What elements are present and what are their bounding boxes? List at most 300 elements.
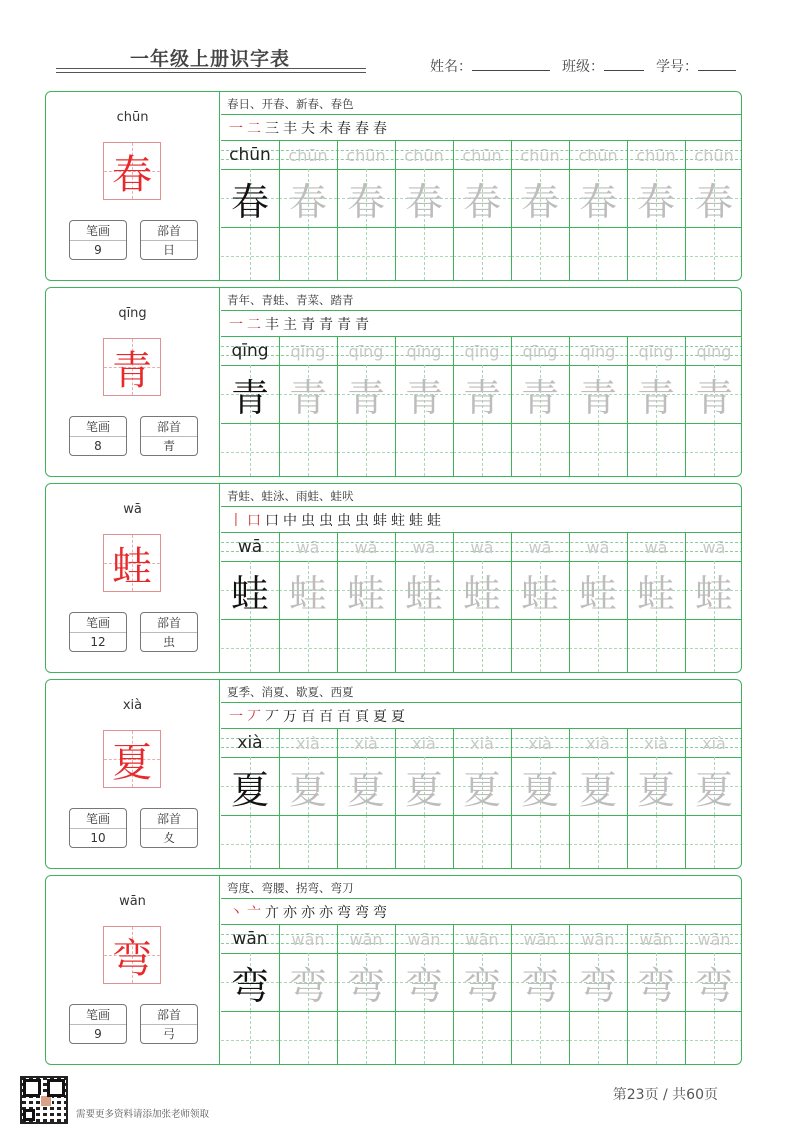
practice-cell[interactable] [453, 423, 511, 477]
stroke-step: 蚌 [373, 513, 387, 529]
practice-cell[interactable] [511, 815, 569, 869]
trace-character: 蛙 [462, 571, 501, 616]
card-character: 蛙 [112, 543, 152, 590]
radical-value: 夊 [162, 831, 175, 845]
character-practice-row [221, 423, 742, 477]
example-words: 弯度、弯腰、拐弯、弯刀 [227, 881, 354, 895]
row-divider [221, 1011, 742, 1012]
card-info-panel [46, 288, 220, 476]
pinyin-cell[interactable]: xià [470, 733, 494, 753]
pinyin-cell[interactable]: wā [528, 537, 552, 557]
radical-box [140, 416, 198, 456]
practice-cell[interactable] [221, 1011, 279, 1065]
practice-cell[interactable] [511, 757, 569, 815]
row-divider [221, 423, 742, 424]
stroke-step: 丰 [283, 121, 297, 137]
pinyin-cell[interactable]: xià [644, 733, 668, 753]
practice-cell[interactable] [395, 815, 453, 869]
practice-cell[interactable] [279, 953, 337, 1011]
card-pinyin: wā [123, 502, 142, 517]
practice-cell[interactable] [395, 365, 453, 423]
pinyin-cell[interactable]: wān [291, 929, 325, 949]
practice-cell[interactable] [569, 227, 627, 281]
practice-cell[interactable] [569, 757, 627, 815]
trace-character: 弯 [694, 963, 733, 1008]
trace-character: 春 [578, 179, 617, 224]
pinyin-cell[interactable]: wā [470, 537, 494, 557]
trace-character: 春 [346, 179, 385, 224]
pinyin-cell[interactable]: qīng [464, 341, 500, 361]
qr-code-icon [20, 1076, 68, 1124]
trace-character: 青 [288, 375, 327, 420]
practice-cell[interactable] [279, 227, 337, 281]
practice-cell[interactable] [685, 365, 742, 423]
card-info-panel [46, 484, 220, 672]
practice-cell[interactable] [453, 757, 511, 815]
trace-character: 春 [694, 179, 733, 224]
trace-character: 春 [404, 179, 443, 224]
card-character-box [103, 534, 161, 592]
class-blank[interactable] [604, 57, 644, 71]
practice-cell[interactable] [511, 227, 569, 281]
practice-cell[interactable] [337, 1011, 395, 1065]
practice-cell[interactable] [453, 953, 511, 1011]
trace-character: 蛙 [346, 571, 385, 616]
radical-box [140, 1004, 198, 1044]
practice-cell[interactable] [395, 227, 453, 281]
pinyin-cell[interactable]: xià [354, 733, 378, 753]
card-character-box [103, 730, 161, 788]
stroke-step: 丶 [229, 905, 243, 921]
stroke-step: 丰 [265, 317, 279, 333]
character-card [45, 483, 742, 673]
practice-cell[interactable] [511, 619, 569, 673]
practice-cell[interactable] [685, 1011, 742, 1065]
practice-cell[interactable] [685, 815, 742, 869]
practice-cell[interactable] [221, 423, 279, 477]
stroke-order [229, 902, 387, 922]
trace-character: 弯 [404, 963, 443, 1008]
practice-cell[interactable] [453, 1011, 511, 1065]
pinyin-cell[interactable]: qīng [522, 341, 558, 361]
practice-cell[interactable] [627, 365, 685, 423]
radical-label: 部首 [141, 417, 197, 437]
stroke-count-label: 笔画 [70, 417, 126, 437]
trace-character: 夏 [636, 767, 675, 812]
name-field[interactable] [430, 56, 550, 76]
character-practice-row [221, 169, 742, 227]
stroke-step: 丨 [229, 513, 243, 529]
stroke-step: 亠 [247, 905, 261, 921]
practice-cell[interactable] [395, 561, 453, 619]
practice-cell[interactable] [221, 169, 279, 227]
stroke-step: 丆 [247, 709, 261, 725]
practice-cell[interactable] [569, 169, 627, 227]
practice-cell[interactable] [569, 561, 627, 619]
practice-cell[interactable] [627, 169, 685, 227]
trace-character: 春 [636, 179, 675, 224]
stroke-count-label: 笔画 [70, 221, 126, 241]
pinyin-cell[interactable]: chūn [578, 145, 618, 165]
pinyin-cell[interactable]: qīng [290, 341, 326, 361]
title-underline [56, 68, 366, 69]
stroke-step: 口 [247, 513, 261, 529]
practice-cell[interactable] [279, 757, 337, 815]
practice-cell[interactable] [279, 423, 337, 477]
practice-cell[interactable] [685, 757, 742, 815]
pinyin-practice-row [221, 337, 742, 365]
example-words: 春日、开春、新春、春色 [227, 97, 354, 111]
practice-cell[interactable] [337, 561, 395, 619]
trace-character: 青 [694, 375, 733, 420]
practice-cell[interactable] [685, 561, 742, 619]
pinyin-cell[interactable]: wā [354, 537, 378, 557]
card-pinyin: chūn [116, 110, 149, 125]
character-practice-row [221, 365, 742, 423]
trace-character: 蛙 [230, 571, 269, 616]
practice-cell[interactable] [395, 169, 453, 227]
practice-panel [221, 680, 742, 868]
class-label: 班级： [562, 59, 604, 75]
stroke-step: 二 [247, 317, 261, 333]
card-info-panel [46, 680, 220, 868]
stroke-step: 弯 [373, 905, 387, 921]
row-divider [221, 815, 742, 816]
row-divider [221, 227, 742, 228]
trace-character: 春 [230, 179, 269, 224]
stroke-step: 主 [283, 317, 297, 333]
pinyin-cell[interactable]: qīng [406, 341, 442, 361]
pinyin-cell: wān [232, 929, 268, 949]
stroke-step: 口 [265, 513, 279, 529]
trace-character: 青 [636, 375, 675, 420]
stroke-step: 虫 [355, 513, 369, 529]
stroke-count-label: 笔画 [70, 613, 126, 633]
number-blank[interactable] [698, 57, 736, 71]
character-practice-row [221, 1011, 742, 1065]
pinyin-cell[interactable]: wān [523, 929, 557, 949]
radical-box [140, 612, 198, 652]
practice-cell[interactable] [395, 757, 453, 815]
practice-cell[interactable] [337, 227, 395, 281]
practice-cell[interactable] [511, 423, 569, 477]
pinyin-cell[interactable]: qīng [580, 341, 616, 361]
card-pinyin: wān [119, 894, 146, 909]
row-divider [221, 619, 742, 620]
pinyin-cell[interactable]: chūn [694, 145, 734, 165]
pinyin-cell[interactable]: qīng [638, 341, 674, 361]
stroke-step: 蛙 [409, 513, 423, 529]
practice-cell[interactable] [569, 365, 627, 423]
practice-cell[interactable] [337, 757, 395, 815]
practice-cell[interactable] [279, 169, 337, 227]
pinyin-cell[interactable]: wān [581, 929, 615, 949]
title-underline [56, 72, 366, 73]
card-character: 弯 [112, 935, 152, 982]
practice-cell[interactable] [221, 365, 279, 423]
stroke-step: 一 [229, 709, 243, 725]
practice-cell[interactable] [569, 953, 627, 1011]
stroke-step: 青 [355, 317, 369, 333]
character-practice-row [221, 619, 742, 673]
practice-cell[interactable] [511, 1011, 569, 1065]
trace-character: 弯 [462, 963, 501, 1008]
stroke-count-value: 9 [94, 1027, 102, 1041]
trace-character: 青 [520, 375, 559, 420]
character-card [45, 875, 742, 1065]
pinyin-cell[interactable]: chūn [462, 145, 502, 165]
character-practice-row [221, 815, 742, 869]
pinyin-cell[interactable]: wā [412, 537, 436, 557]
character-practice-row [221, 561, 742, 619]
stroke-step: 蛀 [391, 513, 405, 529]
radical-label: 部首 [141, 613, 197, 633]
stroke-count-label: 笔画 [70, 809, 126, 829]
trace-character: 青 [578, 375, 617, 420]
card-character: 夏 [112, 739, 152, 786]
practice-cell[interactable] [627, 757, 685, 815]
card-character-box [103, 142, 161, 200]
practice-cell[interactable] [685, 227, 742, 281]
name-label: 姓名： [430, 59, 472, 75]
pinyin-cell[interactable]: xià [412, 733, 436, 753]
name-blank[interactable] [472, 57, 550, 71]
stroke-order [229, 314, 369, 334]
trace-character: 夏 [288, 767, 327, 812]
class-field[interactable] [562, 56, 644, 76]
practice-cell[interactable] [221, 561, 279, 619]
stroke-step: 一 [229, 317, 243, 333]
practice-cell[interactable] [453, 561, 511, 619]
practice-cell[interactable] [685, 423, 742, 477]
pinyin-cell[interactable]: wān [697, 929, 731, 949]
stroke-count-box [69, 416, 127, 456]
stroke-step: 未 [319, 121, 333, 137]
practice-cell[interactable] [395, 619, 453, 673]
practice-cell[interactable] [627, 1011, 685, 1065]
example-words: 青年、青蛙、青菜、踏青 [227, 293, 354, 307]
practice-cell[interactable] [221, 953, 279, 1011]
stroke-step: 百 [301, 709, 315, 725]
pinyin-cell[interactable]: wān [349, 929, 383, 949]
card-pinyin: qīng [118, 306, 147, 321]
practice-cell[interactable] [337, 423, 395, 477]
trace-character: 夏 [404, 767, 443, 812]
practice-cell[interactable] [511, 365, 569, 423]
stroke-step: 二 [247, 121, 261, 137]
pinyin-cell[interactable]: wā [644, 537, 668, 557]
pinyin-cell[interactable]: wā [702, 537, 726, 557]
practice-cell[interactable] [569, 423, 627, 477]
practice-cell[interactable] [453, 815, 511, 869]
practice-cell[interactable] [221, 619, 279, 673]
stroke-step: 弯 [355, 905, 369, 921]
stroke-step: 青 [301, 317, 315, 333]
row-divider [221, 310, 742, 311]
practice-panel [221, 92, 742, 280]
trace-character: 春 [288, 179, 327, 224]
practice-cell[interactable] [279, 1011, 337, 1065]
trace-character: 夏 [578, 767, 617, 812]
practice-cell[interactable] [337, 169, 395, 227]
practice-cell[interactable] [685, 169, 742, 227]
stroke-count-value: 12 [90, 635, 106, 649]
trace-character: 春 [462, 179, 501, 224]
card-info-panel [46, 92, 220, 280]
practice-cell[interactable] [279, 365, 337, 423]
trace-character: 夏 [230, 767, 269, 812]
stroke-step: 虫 [319, 513, 333, 529]
stroke-step: 春 [337, 121, 351, 137]
practice-cell[interactable] [337, 619, 395, 673]
trace-character: 弯 [288, 963, 327, 1008]
row-divider [221, 114, 742, 115]
trace-character: 青 [230, 375, 269, 420]
stroke-step: 百 [337, 709, 351, 725]
stroke-count-box [69, 612, 127, 652]
practice-cell[interactable] [395, 953, 453, 1011]
stroke-step: 頁 [355, 709, 369, 725]
trace-character: 蛙 [520, 571, 559, 616]
practice-cell[interactable] [453, 365, 511, 423]
stroke-step: 弯 [337, 905, 351, 921]
practice-cell[interactable] [627, 815, 685, 869]
pinyin-cell[interactable]: wān [407, 929, 441, 949]
practice-cell[interactable] [453, 619, 511, 673]
card-info-panel [46, 876, 220, 1064]
card-character-box [103, 926, 161, 984]
pinyin-cell[interactable]: chūn [520, 145, 560, 165]
pinyin-cell[interactable]: chūn [288, 145, 328, 165]
pinyin-practice-row [221, 533, 742, 561]
trace-character: 春 [520, 179, 559, 224]
practice-cell[interactable] [627, 561, 685, 619]
character-practice-row [221, 757, 742, 815]
stroke-step: 青 [319, 317, 333, 333]
stroke-count-label: 笔画 [70, 1005, 126, 1025]
trace-character: 蛙 [636, 571, 675, 616]
radical-value: 弓 [162, 1027, 175, 1041]
row-divider [221, 898, 742, 899]
pinyin-cell[interactable]: xià [296, 733, 320, 753]
practice-cell[interactable] [569, 619, 627, 673]
practice-cell[interactable] [511, 953, 569, 1011]
stroke-step: 虫 [301, 513, 315, 529]
practice-panel [221, 876, 742, 1064]
trace-character: 弯 [346, 963, 385, 1008]
pinyin-cell[interactable]: wā [586, 537, 610, 557]
pinyin-cell[interactable]: qīng [348, 341, 384, 361]
trace-character: 弯 [520, 963, 559, 1008]
practice-cell[interactable] [569, 815, 627, 869]
number-field[interactable] [656, 56, 736, 76]
practice-cell[interactable] [685, 953, 742, 1011]
stroke-order [229, 706, 405, 726]
practice-cell[interactable] [453, 227, 511, 281]
pinyin-cell[interactable]: qīng [696, 341, 732, 361]
practice-cell[interactable] [279, 815, 337, 869]
practice-cell[interactable] [569, 1011, 627, 1065]
character-practice-row [221, 227, 742, 281]
practice-cell[interactable] [221, 757, 279, 815]
character-practice-row [221, 953, 742, 1011]
practice-cell[interactable] [627, 423, 685, 477]
stroke-step: 夏 [373, 709, 387, 725]
practice-cell[interactable] [395, 1011, 453, 1065]
pinyin-cell[interactable]: chūn [346, 145, 386, 165]
stroke-step: 春 [355, 121, 369, 137]
practice-cell[interactable] [337, 365, 395, 423]
practice-cell[interactable] [279, 561, 337, 619]
stroke-step: 亣 [265, 905, 279, 921]
trace-character: 蛙 [404, 571, 443, 616]
stroke-count-value: 8 [94, 439, 102, 453]
trace-character: 夏 [346, 767, 385, 812]
trace-character: 夏 [694, 767, 733, 812]
practice-cell[interactable] [627, 227, 685, 281]
practice-cell[interactable] [453, 169, 511, 227]
pinyin-cell[interactable]: wā [296, 537, 320, 557]
practice-cell[interactable] [511, 561, 569, 619]
pinyin-cell[interactable]: xià [528, 733, 552, 753]
page-title: 一年级上册识字表 [130, 48, 291, 70]
trace-character: 蛙 [578, 571, 617, 616]
stroke-count-value: 9 [94, 243, 102, 257]
practice-cell[interactable] [511, 169, 569, 227]
character-card [45, 287, 742, 477]
pinyin-cell[interactable]: chūn [636, 145, 676, 165]
practice-cell[interactable] [221, 227, 279, 281]
pinyin-cell: qīng [231, 341, 269, 361]
radical-label: 部首 [141, 809, 197, 829]
practice-cell[interactable] [221, 815, 279, 869]
pinyin-cell[interactable]: chūn [404, 145, 444, 165]
stroke-step: 夏 [391, 709, 405, 725]
pinyin-cell[interactable]: wān [639, 929, 673, 949]
trace-character: 夏 [520, 767, 559, 812]
practice-cell[interactable] [395, 423, 453, 477]
card-character-box [103, 338, 161, 396]
stroke-step: 夫 [301, 121, 315, 137]
stroke-step: 一 [229, 121, 243, 137]
trace-character: 弯 [636, 963, 675, 1008]
trace-character: 蛙 [288, 571, 327, 616]
practice-cell[interactable] [279, 619, 337, 673]
practice-cell[interactable] [337, 815, 395, 869]
trace-character: 青 [404, 375, 443, 420]
stroke-order [229, 118, 387, 138]
stroke-step: 丆 [265, 709, 279, 725]
stroke-step: 蛙 [427, 513, 441, 529]
practice-panel [221, 484, 742, 672]
example-words: 夏季、消夏、歇夏、西夏 [227, 685, 354, 699]
practice-cell[interactable] [337, 953, 395, 1011]
pinyin-cell[interactable]: wān [465, 929, 499, 949]
practice-cell[interactable] [627, 953, 685, 1011]
trace-character: 弯 [230, 963, 269, 1008]
stroke-step: 亦 [301, 905, 315, 921]
radical-box [140, 220, 198, 260]
trace-character: 弯 [578, 963, 617, 1008]
row-divider [221, 702, 742, 703]
pinyin-cell[interactable]: xià [702, 733, 726, 753]
radical-label: 部首 [141, 1005, 197, 1025]
character-card [45, 679, 742, 869]
practice-cell[interactable] [627, 619, 685, 673]
practice-cell[interactable] [685, 619, 742, 673]
trace-character: 夏 [462, 767, 501, 812]
pinyin-cell[interactable]: xià [586, 733, 610, 753]
